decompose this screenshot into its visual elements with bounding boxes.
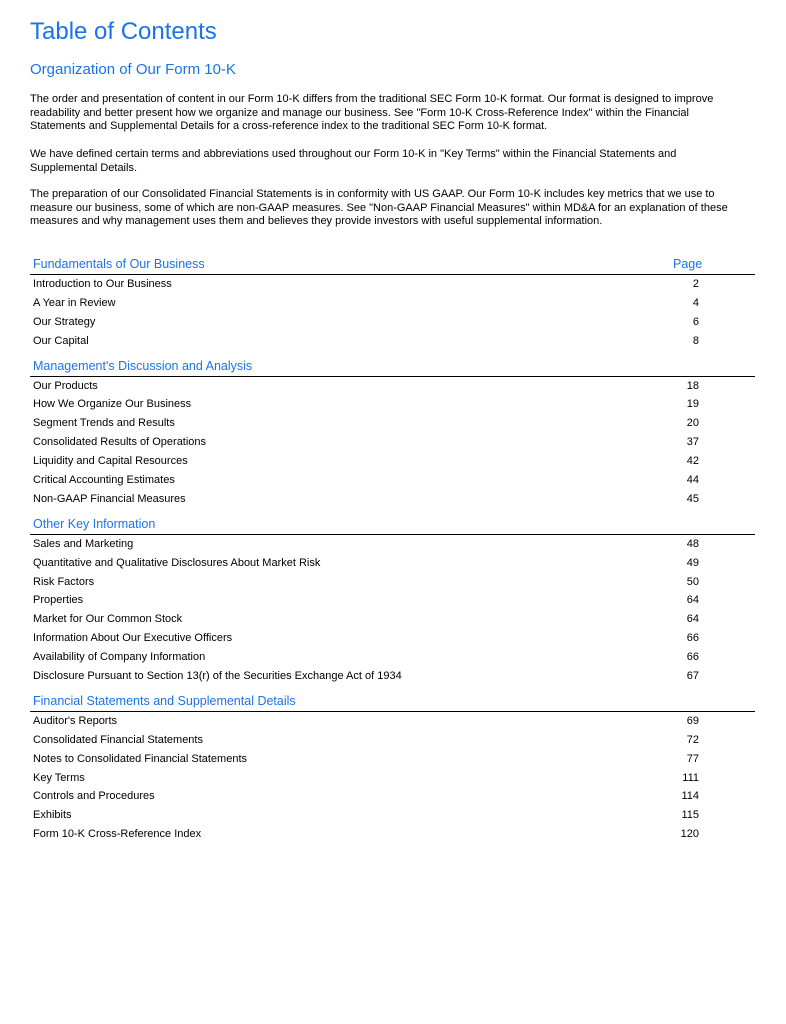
toc-entry-title[interactable]: Non-GAAP Financial Measures <box>33 492 186 505</box>
table-of-contents <box>30 255 755 844</box>
toc-section-header <box>30 515 755 535</box>
toc-entry[interactable] <box>30 769 755 788</box>
toc-entry-page: 114 <box>681 790 699 803</box>
toc-entry[interactable] <box>30 806 755 825</box>
toc-entry[interactable] <box>30 377 755 396</box>
toc-entry-title[interactable]: How We Organize Our Business <box>33 398 192 411</box>
toc-entry-page: 72 <box>686 733 699 746</box>
toc-section-title: Financial Statements and Supplemental Details <box>33 693 296 708</box>
intro-paragraph: The order and presentation of content in our Form 10-K differs from the traditional SEC Form 10-K format. Our format is designed to improve readability and better present how we organize and manage our business. See "Form 10-K Cross-Reference Index" within the Financial Statements and Supplemental Details for a cross-reference index to the traditional SEC Form 10-K format. <box>30 93 714 133</box>
toc-entry-page: 77 <box>686 752 699 765</box>
toc-section-title: Other Key Information <box>33 516 156 531</box>
page-column-header: Page <box>673 257 703 271</box>
toc-entry-page: 42 <box>686 455 699 468</box>
toc-entry-title[interactable]: Form 10-K Cross-Reference Index <box>33 828 202 841</box>
toc-entry[interactable] <box>30 332 755 351</box>
terms-paragraph: We have defined certain terms and abbreviations used throughout our Form 10-K in "Key Terms" within the Financial Statements and Supplemental Details. <box>30 148 677 174</box>
toc-entry-page: 44 <box>686 474 699 487</box>
toc-entry-title[interactable]: Our Capital <box>33 334 89 347</box>
toc-entry-title[interactable]: Properties <box>33 594 84 607</box>
toc-entry[interactable] <box>30 750 755 769</box>
toc-entry-page: 64 <box>686 594 699 607</box>
toc-entry[interactable] <box>30 452 755 471</box>
toc-entry[interactable] <box>30 731 755 750</box>
toc-entry-title[interactable]: Quantitative and Qualitative Disclosures About Market Risk <box>33 556 321 569</box>
toc-entry-title[interactable]: Critical Accounting Estimates <box>33 474 175 487</box>
toc-entry-page: 66 <box>686 632 699 645</box>
toc-entry-title[interactable]: Sales and Marketing <box>33 537 134 550</box>
toc-section-header <box>30 255 755 275</box>
toc-entry-page: 45 <box>686 492 699 505</box>
toc-entry[interactable] <box>30 275 755 294</box>
toc-entry[interactable] <box>30 490 755 509</box>
toc-entry[interactable] <box>30 414 755 433</box>
toc-entry[interactable] <box>30 648 755 667</box>
toc-entry-page: 115 <box>681 809 699 822</box>
toc-entry-page: 2 <box>692 278 699 290</box>
toc-entry[interactable] <box>30 573 755 592</box>
toc-entry[interactable] <box>30 667 755 686</box>
toc-entry-title[interactable]: Consolidated Financial Statements <box>33 733 203 746</box>
toc-entry-page: 49 <box>686 556 699 569</box>
toc-entry[interactable] <box>30 395 755 414</box>
page-title: Table of Contents <box>30 18 217 45</box>
toc-entry-title[interactable]: Availability of Company Information <box>33 651 206 664</box>
toc-entry-title[interactable]: Key Terms <box>33 771 85 784</box>
toc-entry-page: 18 <box>686 379 699 392</box>
toc-entry-title[interactable]: Risk Factors <box>33 575 95 588</box>
toc-entry[interactable] <box>30 554 755 573</box>
toc-entry-page: 8 <box>692 334 699 347</box>
toc-entry-title[interactable]: Notes to Consolidated Financial Statements <box>33 752 248 765</box>
toc-entry-title[interactable]: Segment Trends and Results <box>33 417 175 430</box>
toc-entry-title[interactable]: Consolidated Results of Operations <box>33 436 207 449</box>
toc-entry-page: 69 <box>686 714 699 727</box>
toc-entry-page: 20 <box>686 417 699 430</box>
toc-entry-title[interactable]: Our Strategy <box>33 315 96 328</box>
gaap-paragraph: The preparation of our Consolidated Financial Statements is in conformity with US GAAP. Our Form 10-K includes key metrics that we use to measure our business, some of which are non-GAAP measures. See "Non-GAAP Financial Measures" within MD&A for an explanation of these measures and why management uses them and believes they provide investors with useful supplemental information. <box>30 188 728 228</box>
toc-entry[interactable] <box>30 471 755 490</box>
toc-entry-page: 4 <box>692 296 699 309</box>
toc-entry-title[interactable]: Introduction to Our Business <box>33 278 172 290</box>
toc-entry-title[interactable]: Controls and Procedures <box>33 790 155 803</box>
toc-entry-page: 37 <box>686 436 699 449</box>
toc-entry-title[interactable]: Our Products <box>33 379 98 392</box>
toc-section-title: Management's Discussion and Analysis <box>33 358 253 373</box>
toc-entry[interactable] <box>30 535 755 554</box>
toc-section-title: Fundamentals of Our Business <box>33 257 205 271</box>
toc-entry-page: 19 <box>686 398 699 411</box>
toc-entry-page: 67 <box>686 670 699 683</box>
section-subtitle: Organization of Our Form 10-K <box>30 61 236 78</box>
toc-entry[interactable] <box>30 610 755 629</box>
toc-entry[interactable] <box>30 825 755 844</box>
toc-entry-title[interactable]: Liquidity and Capital Resources <box>33 455 188 468</box>
toc-entry-title[interactable]: Information About Our Executive Officers <box>33 632 233 645</box>
toc-entry-title[interactable]: A Year in Review <box>33 296 116 309</box>
toc-entry[interactable] <box>30 629 755 648</box>
toc-entry[interactable] <box>30 591 755 610</box>
toc-entry[interactable] <box>30 313 755 332</box>
toc-entry-page: 120 <box>680 828 699 841</box>
toc-entry-title[interactable]: Exhibits <box>33 809 72 822</box>
toc-entry[interactable] <box>30 433 755 452</box>
toc-entry-page: 48 <box>686 537 699 550</box>
toc-section-header <box>30 692 755 712</box>
toc-entry[interactable] <box>30 787 755 806</box>
toc-entry-page: 111 <box>682 771 699 784</box>
toc-entry-page: 6 <box>692 315 699 328</box>
toc-entry-page: 66 <box>686 651 699 664</box>
toc-entry-title[interactable]: Auditor's Reports <box>33 714 118 727</box>
toc-entry-title[interactable]: Market for Our Common Stock <box>33 613 183 626</box>
toc-entry-title[interactable]: Disclosure Pursuant to Section 13(r) of the Securities Exchange Act of 1934 <box>33 670 402 683</box>
toc-entry-page: 50 <box>686 575 699 588</box>
toc-entry-page: 64 <box>686 613 699 626</box>
toc-entry[interactable] <box>30 712 755 731</box>
toc-entry[interactable] <box>30 294 755 313</box>
toc-section-header <box>30 357 755 377</box>
